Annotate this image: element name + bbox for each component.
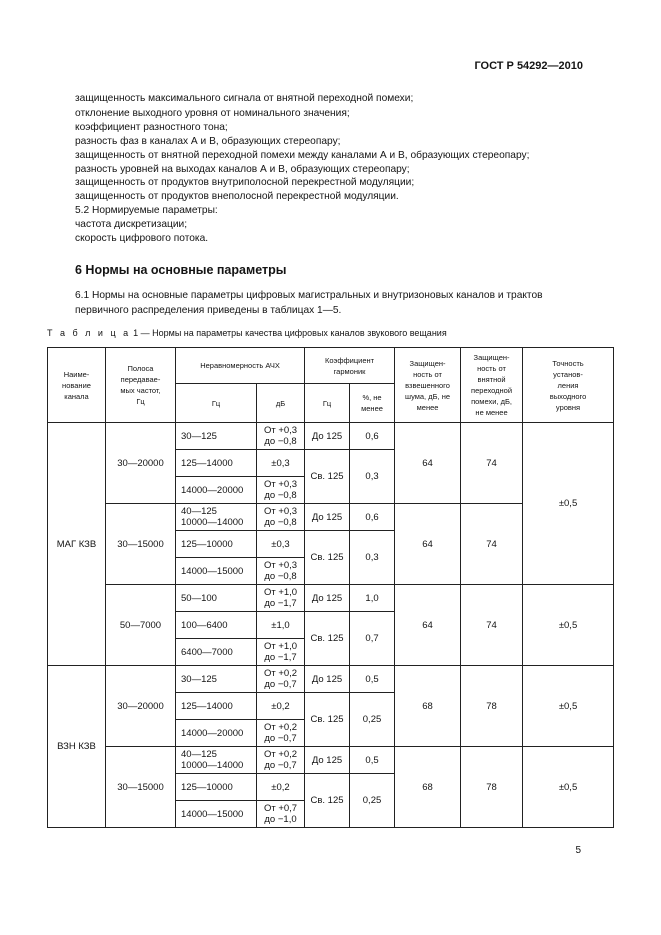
list-line: отклонение выходного уровня от номинального значения;	[75, 108, 350, 119]
kg-pct-cell: 0,3	[350, 450, 395, 504]
kg-pct-cell: 0,6	[350, 423, 395, 450]
table-caption	[47, 328, 447, 338]
accuracy-cell: ±0,5	[523, 585, 614, 666]
achx-hz-cell: 100—6400	[176, 612, 257, 639]
achx-db-cell: От +1,0 до −1,7	[257, 639, 305, 666]
kg-pct-cell: 0,5	[350, 666, 395, 693]
col-header-band: Полоса передавае- мых частот, Гц	[106, 348, 176, 423]
noise-cell: 68	[395, 666, 461, 747]
list-line: защищенность максимального сигнала от внятной переходной помехи;	[75, 93, 414, 104]
achx-db-cell: ±0,3	[257, 450, 305, 477]
achx-hz-cell: 40—125 10000—14000	[176, 504, 257, 531]
list-line: защищенность от внятной переходной помехи между каналами А и В, образующих стереопару;	[75, 150, 530, 161]
table-row	[48, 747, 614, 774]
achx-db-cell: От +1,0 до −1,7	[257, 585, 305, 612]
kg-hz-cell: До 125	[305, 666, 350, 693]
achx-hz-cell: 30—125	[176, 666, 257, 693]
table-row	[48, 666, 614, 693]
paragraph: 6.1 Нормы на основные параметры цифровых магистральных и внутризоновых каналов и трактов первичного распределения приведены в таблицах 1—5.	[75, 290, 543, 316]
col-header-crosstalk: Защищен- ность от внятной переходной помехи, дБ, не менее	[461, 348, 523, 423]
accuracy-cell: ±0,5	[523, 423, 614, 585]
accuracy-cell: ±0,5	[523, 747, 614, 828]
achx-db-cell: От +0,3 до −0,8	[257, 504, 305, 531]
band-cell: 30—15000	[106, 747, 176, 828]
subsection-heading: 5.2 Нормируемые параметры:	[75, 205, 218, 216]
noise-cell: 64	[395, 585, 461, 666]
band-cell: 30—15000	[106, 504, 176, 585]
achx-hz-cell: 14000—20000	[176, 477, 257, 504]
col-header-achx-db: дБ	[257, 384, 305, 423]
kg-pct-cell: 0,25	[350, 693, 395, 747]
noise-cell: 64	[395, 504, 461, 585]
crosstalk-cell: 74	[461, 504, 523, 585]
achx-db-cell: ±0,3	[257, 531, 305, 558]
achx-db-cell: От +0,2 до −0,7	[257, 666, 305, 693]
table-caption-text: 1 — Нормы на параметры качества цифровых каналов звукового вещания	[130, 328, 447, 338]
noise-cell: 68	[395, 747, 461, 828]
achx-db-cell: От +0,2 до −0,7	[257, 747, 305, 774]
band-cell: 50—7000	[106, 585, 176, 666]
kg-hz-cell: Св. 125	[305, 531, 350, 585]
achx-db-cell: От +0,3 до −0,8	[257, 558, 305, 585]
col-header-achx: Неравномерность АЧХ	[176, 348, 305, 384]
col-header-kg-pct: %, не менее	[350, 384, 395, 423]
list-line: коэффициент разностного тона;	[75, 122, 228, 133]
achx-hz-cell: 125—14000	[176, 450, 257, 477]
kg-hz-cell: До 125	[305, 423, 350, 450]
list-line: защищенность от продуктов внеполосной перекрестной модуляции.	[75, 191, 399, 202]
channel-cell: МАГ КЗВ	[48, 423, 106, 666]
achx-db-cell: От +0,2 до −0,7	[257, 720, 305, 747]
norms-table	[47, 347, 614, 828]
kg-pct-cell: 1,0	[350, 585, 395, 612]
col-header-achx-hz: Гц	[176, 384, 257, 423]
col-header-harmonics: Коэффициент гармоник	[305, 348, 395, 384]
list-line: скорость цифрового потока.	[75, 233, 209, 244]
kg-hz-cell: Св. 125	[305, 450, 350, 504]
achx-db-cell: От +0,3 до −0,8	[257, 477, 305, 504]
achx-db-cell: ±0,2	[257, 693, 305, 720]
kg-pct-cell: 0,6	[350, 504, 395, 531]
achx-hz-cell: 14000—15000	[176, 801, 257, 828]
achx-hz-cell: 125—10000	[176, 774, 257, 801]
crosstalk-cell: 78	[461, 747, 523, 828]
list-line: разность фаз в каналах А и В, образующих стереопару;	[75, 136, 341, 147]
achx-db-cell: ±1,0	[257, 612, 305, 639]
band-cell: 30—20000	[106, 666, 176, 747]
band-cell: 30—20000	[106, 423, 176, 504]
achx-hz-cell: 50—100	[176, 585, 257, 612]
kg-hz-cell: До 125	[305, 747, 350, 774]
crosstalk-cell: 74	[461, 585, 523, 666]
accuracy-cell: ±0,5	[523, 666, 614, 747]
achx-db-cell: ±0,2	[257, 774, 305, 801]
achx-hz-cell: 6400—7000	[176, 639, 257, 666]
col-header-kg-hz: Гц	[305, 384, 350, 423]
achx-hz-cell: 40—125 10000—14000	[176, 747, 257, 774]
col-header-noise: Защищен- ность от взвешенного шума, дБ, не менее	[395, 348, 461, 423]
list-line: частота дискретизации;	[75, 219, 188, 230]
list-line: защищенность от продуктов внутриполосной перекрестной модуляции;	[75, 177, 415, 188]
col-header-accuracy: Точность установ- ления выходного уровня	[523, 348, 614, 423]
achx-db-cell: От +0,3 до −0,8	[257, 423, 305, 450]
col-header-channel: Наиме- нование канала	[48, 348, 106, 423]
achx-hz-cell: 14000—20000	[176, 720, 257, 747]
list-line: разность уровней на выходах каналов А и В, образующих стереопару;	[75, 164, 410, 175]
achx-hz-cell: 30—125	[176, 423, 257, 450]
kg-pct-cell: 0,7	[350, 612, 395, 666]
kg-pct-cell: 0,3	[350, 531, 395, 585]
achx-db-cell: От +0,7 до −1,0	[257, 801, 305, 828]
achx-hz-cell: 14000—15000	[176, 558, 257, 585]
kg-pct-cell: 0,25	[350, 774, 395, 828]
achx-hz-cell: 125—14000	[176, 693, 257, 720]
channel-cell: ВЗН КЗВ	[48, 666, 106, 828]
page-number: 5	[575, 845, 581, 856]
achx-hz-cell: 125—10000	[176, 531, 257, 558]
table-row	[48, 585, 614, 612]
crosstalk-cell: 74	[461, 423, 523, 504]
kg-hz-cell: Св. 125	[305, 612, 350, 666]
noise-cell: 64	[395, 423, 461, 504]
section-title: 6 Нормы на основные параметры	[75, 263, 287, 277]
table-row	[48, 423, 614, 450]
kg-hz-cell: До 125	[305, 585, 350, 612]
kg-hz-cell: Св. 125	[305, 693, 350, 747]
crosstalk-cell: 78	[461, 666, 523, 747]
kg-hz-cell: До 125	[305, 504, 350, 531]
table-caption-label: Т а б л и ц а	[47, 328, 131, 338]
document-code: ГОСТ Р 54292—2010	[474, 60, 583, 72]
kg-hz-cell: Св. 125	[305, 774, 350, 828]
kg-pct-cell: 0,5	[350, 747, 395, 774]
